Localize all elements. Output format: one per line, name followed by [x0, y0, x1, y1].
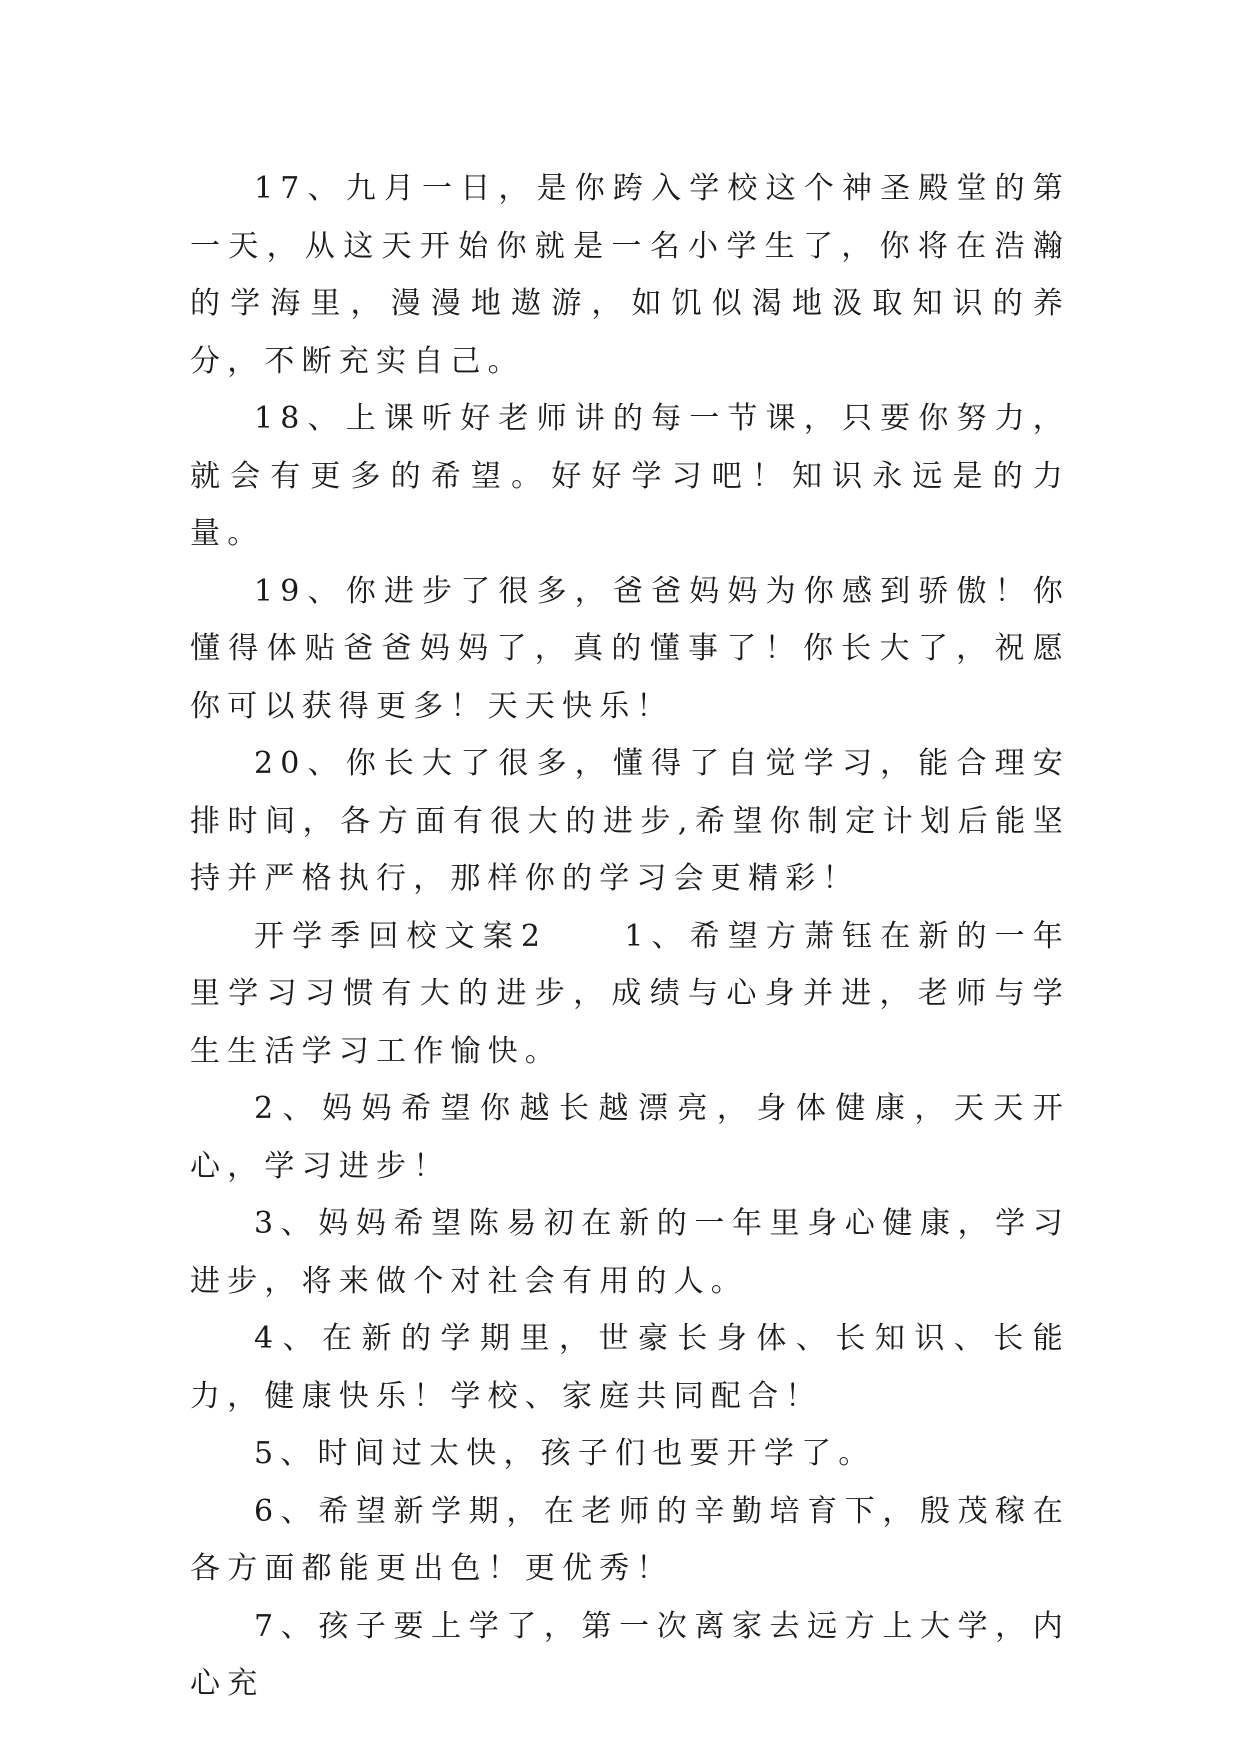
paragraph-18: 18、上课听好老师讲的每一节课，只要你努力，就会有更多的希望。好好学习吧！知识永远是的力量。 — [190, 401, 1070, 551]
paragraph-19: 19、你进步了很多，爸爸妈妈为你感到骄傲！你懂得体贴爸爸妈妈了，真的懂事了！你长大了，祝愿你可以获得更多！天天快乐！ — [190, 573, 1070, 724]
paragraph-item-3: 3、妈妈希望陈易初在新的一年里身心健康，学习进步，将来做个对社会有用的人。 — [190, 1206, 1070, 1299]
paragraph-item-6: 6、希望新学期，在老师的辛勤培育下，殷茂稼在各方面都能更出色！更优秀！ — [190, 1493, 1070, 1586]
paragraph-17: 17、九月一日，是你跨入学校这个神圣殿堂的第一天，从这天开始你就是一名小学生了，你将在浩瀚的学海里，漫漫地遨游，如饥似渴地汲取知识的养分，不断充实自己。 — [190, 171, 1070, 379]
paragraph-item-4: 4、在新的学期里，世豪长身体、长知识、长能力，健康快乐！学校、家庭共同配合！ — [190, 1321, 1070, 1414]
paragraph-item-5: 5、时间过太快，孩子们也要开学了。 — [254, 1436, 876, 1471]
paragraph-item-7: 7、孩子要上学了，第一次离家去远方上大学，内心充 — [190, 1608, 1070, 1701]
paragraph-item-2: 2、妈妈希望你越长越漂亮，身体健康，天天开心，学习进步！ — [190, 1091, 1070, 1184]
paragraph-20: 20、你长大了很多，懂得了自觉学习，能合理安排时间，各方面有很大的进步,希望你制定计划后能坚持并严格执行，那样你的学习会更精彩！ — [190, 746, 1070, 896]
document-body — [190, 160, 1070, 1713]
paragraph-section-2-item-1: 开学季回校文案2 1、希望方萧钰在新的一年里学习习惯有大的进步，成绩与心身并进，老师与学生生活学习工作愉快。 — [190, 918, 1070, 1069]
